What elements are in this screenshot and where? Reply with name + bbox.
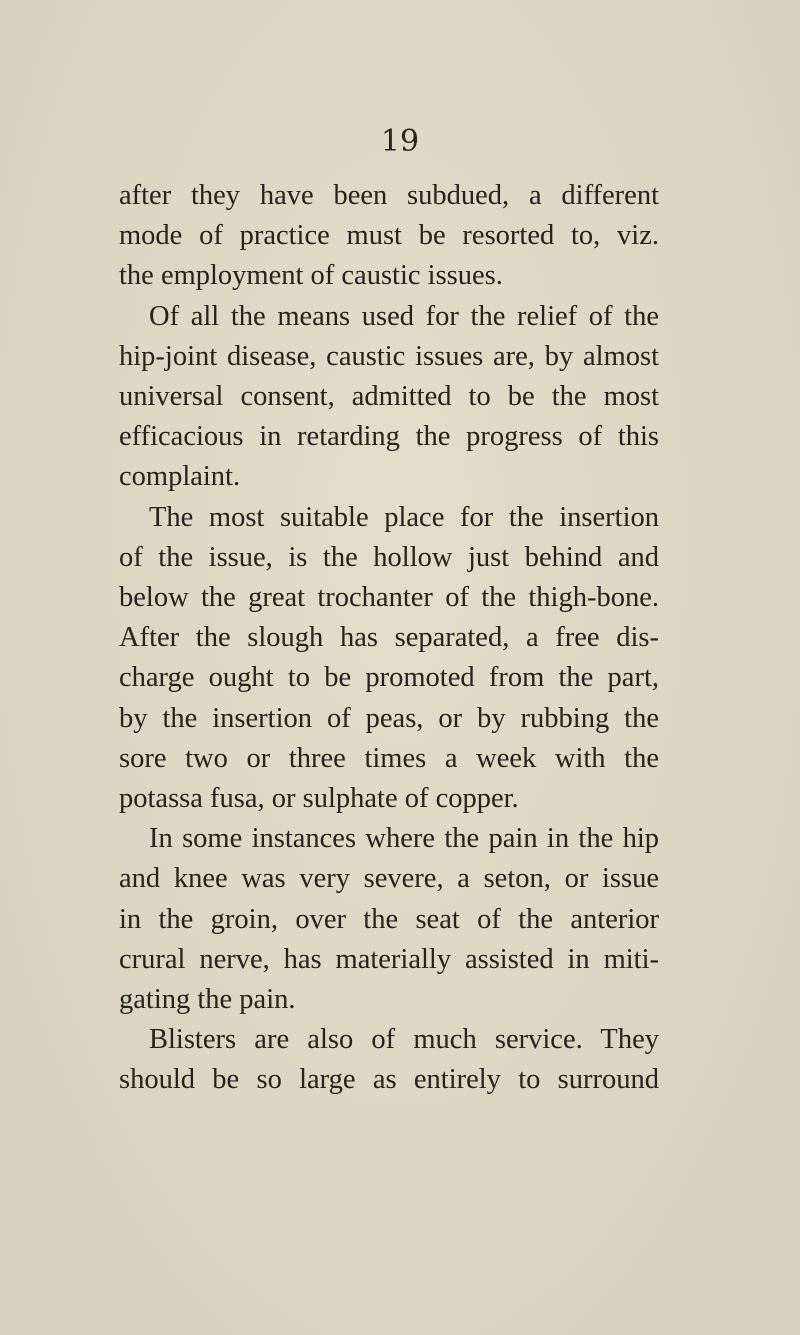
text-line: In some instances where the pain in the hip [149,823,659,855]
text-line: should be so large as entirely to surround [119,1064,659,1096]
body-text [119,176,659,1101]
page-number: 19 [380,124,420,159]
text-line: hip-joint disease, caustic issues are, by almost [119,340,659,372]
text-line: and knee was very severe, a seton, or issue [119,863,659,895]
text-line: of the issue, is the hollow just behind and [119,541,659,573]
text-line: in the groin, over the seat of the anterior [119,903,659,935]
text-line: the employment of caustic issues. [119,260,503,292]
text-line: crural nerve, has materially assisted in miti- [119,943,659,975]
text-line: potassa fusa, or sulphate of copper. [119,783,519,815]
text-line: sore two or three times a week with the [119,742,659,774]
text-line: Of all the means used for the relief of the [149,300,659,332]
text-line: The most suitable place for the insertion [149,501,659,533]
text-line: gating the pain. [119,984,296,1016]
text-line: universal consent, admitted to be the most [119,381,659,413]
text-line: Blisters are also of much service. They [149,1024,659,1056]
text-line: efficacious in retarding the progress of this [119,421,659,453]
text-line: by the insertion of peas, or by rubbing the [119,702,659,734]
text-line: After the slough has separated, a free dis- [119,622,659,654]
text-line: after they have been subdued, a different [119,180,659,211]
text-line: below the great trochanter of the thigh-bone. [119,582,659,614]
text-line: complaint. [119,461,241,493]
text-line: mode of practice must be resorted to, viz. [119,220,659,252]
text-line: charge ought to be promoted from the part, [119,662,659,694]
